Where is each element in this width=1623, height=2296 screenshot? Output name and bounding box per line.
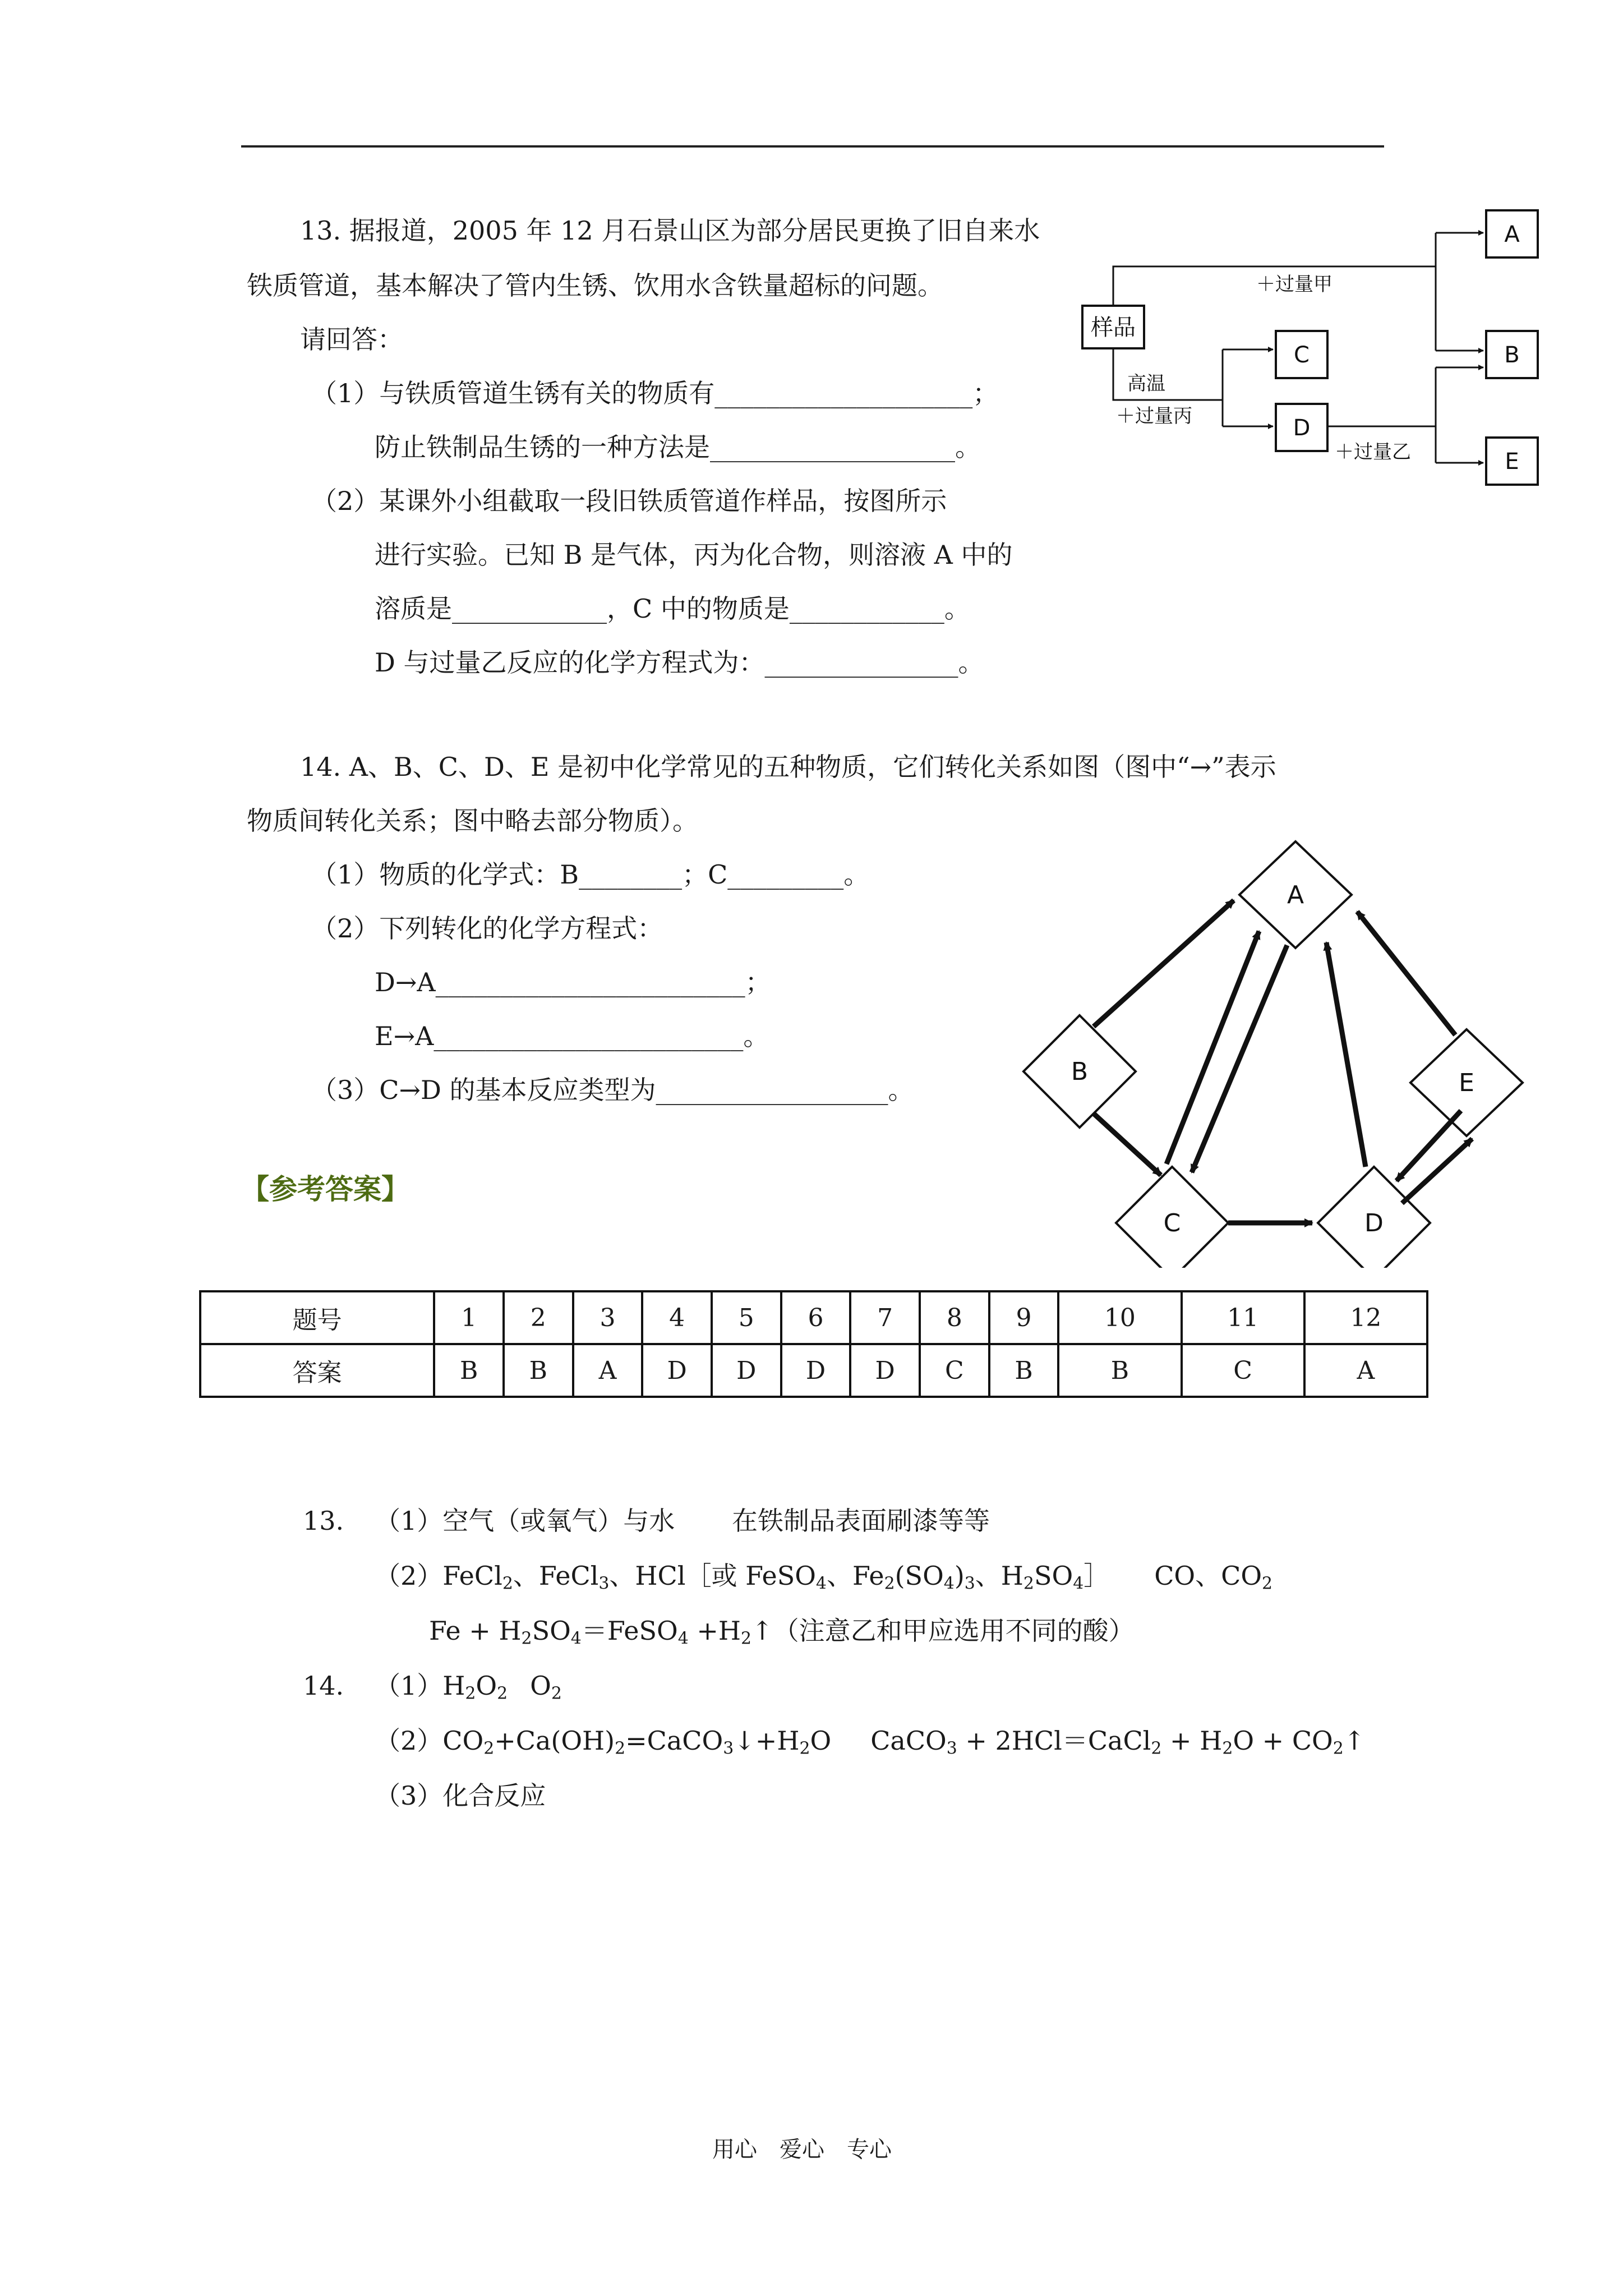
q13-part2c: 溶质是____________，C 中的物质是____________。 [375,593,970,624]
arrow-b-to-a [1094,900,1234,1027]
flow-label-sample: 样品 [1091,315,1136,341]
q13-part2d: D 与过量乙反应的化学方程式为：_______________。 [375,647,984,678]
table-row [200,1291,1427,1344]
table-cell: B [434,1344,504,1397]
diamond-label-c: C [1163,1209,1181,1237]
q13-line2: 铁质管道，基本解决了管内生锈、饮用水含铁量超标的问题。 [247,270,943,301]
q14-part1: （1）物质的化学式：B________；C_________。 [311,859,870,890]
answer-13-part3: $Fe + H_2SO_4=FeSO_4$ $+H_2↑$（注意乙和甲应选用不同的酸） [429,1616,1135,1649]
answer-14-part2: $(2)CO_2+Ca(OH)_2=CaCO_3↓+H_2O$ CaCO$_3$ + 2HCl＝CaCl$_2$ + $H_2O$ + $CO_2↑$ [375,1726,1366,1759]
header-rule [241,145,1384,148]
flow-label-excess-jia: ＋过量甲 [1256,273,1332,296]
flow-label-high-temp: 高温 [1127,372,1165,395]
q13-flow-diagram [1071,199,1553,502]
diamond-label-a: A [1287,881,1304,909]
flow-label-excess-yi: ＋过量乙 [1335,441,1411,463]
q13-part2a: （2）某课外小组截取一段旧铁质管道作样品，按图所示 [311,486,947,516]
flow-label-b: B [1504,342,1520,368]
table-cell: 11 [1182,1291,1304,1344]
flow-label-a: A [1504,222,1520,247]
q13-part2b: 进行实验。已知 B 是气体，丙为化合物，则溶液 A 中的 [375,540,1013,570]
q14-part2: （2）下列转化的化学方程式： [311,913,663,944]
table-cell: 5 [712,1291,781,1344]
arrow-e-to-a [1357,912,1455,1035]
table-label-number: 题号 [200,1291,434,1344]
q14-conversion-diagram [1004,836,1587,1268]
q13-line1: 13. 据报道，2005 年 12 月石景山区为部分居民更换了旧自来水 [300,215,1040,246]
q13-part1b: 防止铁制品生锈的一种方法是___________________。 [375,432,981,462]
answer-14-number: 14. [303,1671,344,1701]
arrow-b-to-c [1094,1114,1161,1175]
q13-part1a: （1）与铁质管道生锈有关的物质有____________________； [311,378,999,408]
table-cell: 7 [850,1291,920,1344]
q14-line1: 14. A、B、C、D、E 是初中化学常见的五种物质，它们转化关系如图（图中“→”表示 [300,752,1276,782]
table-cell: C [1182,1344,1304,1397]
table-cell: B [989,1344,1059,1397]
table-cell: 1 [434,1291,504,1344]
table-cell: B [1058,1344,1181,1397]
table-label-answer: 答案 [200,1344,434,1397]
flow-label-excess-bing: ＋过量丙 [1116,405,1192,427]
flow-label-d: D [1293,415,1311,441]
answer-13-part2: （2）FeCl$_2$、FeCl$_3$、HCl［或 FeSO$_4$、$Fe_2(SO_4)_3$、$H_2SO_4]$ CO、$CO_2$ [375,1561,1273,1594]
table-cell: A [573,1344,643,1397]
diamond-label-b: B [1071,1057,1089,1086]
table-cell: 10 [1058,1291,1181,1344]
flow-label-c: C [1294,342,1310,368]
q14-line2: 物质间转化关系；图中略去部分物质）。 [247,806,698,836]
table-cell: A [1304,1344,1427,1397]
answer-13-part1a: （1）空气（或氧气）与水 [375,1506,675,1536]
table-cell: C [920,1344,989,1397]
q14-part2a: D→A________________________； [375,967,771,997]
answer-13-part1b: 在铁制品表面刷漆等等 [732,1506,990,1536]
q14-part3: （3）C→D 的基本反应类型为__________________。 [311,1075,914,1105]
diamond-label-d: D [1364,1209,1384,1237]
table-cell: 12 [1304,1291,1427,1344]
arrow-d-to-e [1402,1139,1472,1203]
q13-line3: 请回答： [300,324,403,355]
table-cell: D [712,1344,781,1397]
answer-table [199,1290,1428,1398]
table-cell: 3 [573,1291,643,1344]
arrow-e-to-d [1396,1111,1461,1181]
diamond-label-e: E [1459,1069,1474,1097]
answer-heading: 【参考答案】 [241,1172,409,1205]
arrow-d-to-a [1326,942,1366,1167]
table-cell: D [642,1344,712,1397]
table-cell: B [504,1344,573,1397]
q14-part2b: E→A________________________。 [375,1021,769,1051]
table-cell: 9 [989,1291,1059,1344]
flow-label-e: E [1505,449,1519,475]
table-cell: 6 [781,1291,851,1344]
answer-14-part3: （3）化合反应 [375,1780,546,1811]
answer-14-part1: $(1)H_2O_2$ $O_2$ [375,1671,562,1704]
table-row [200,1344,1427,1397]
table-cell: 8 [920,1291,989,1344]
answer-13-number: 13. [303,1506,344,1536]
table-cell: 2 [504,1291,573,1344]
table-cell: D [850,1344,920,1397]
table-cell: 4 [642,1291,712,1344]
table-cell: D [781,1344,851,1397]
footer-motto: 用心 爱心 专心 [712,2137,892,2162]
